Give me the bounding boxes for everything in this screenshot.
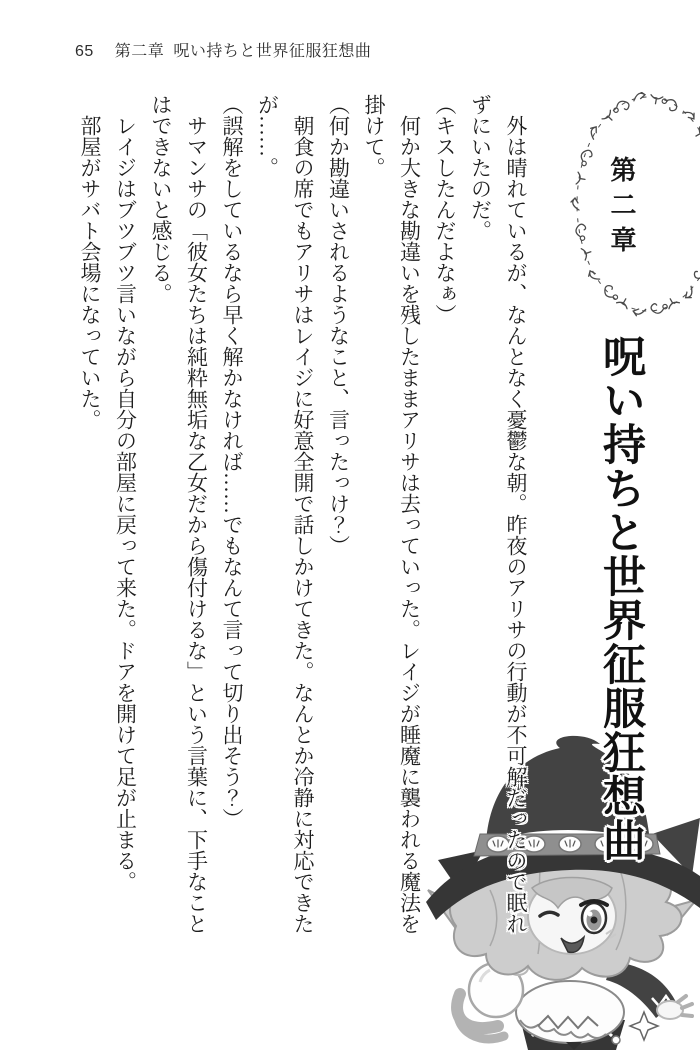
paragraph-7: サマンサの「彼女たちは純粋無垢な乙女だから傷付けるな」という言葉に、下手なことはできないと感じる。: [149, 94, 209, 934]
chapter-badge-label: 第二章: [607, 156, 636, 261]
paragraph-2: （キスしたんだよなぁ）: [433, 94, 457, 325]
paragraph-9: 部屋がサバト会場になっていた。: [78, 115, 102, 430]
hand-shape: [657, 1001, 683, 1019]
apron-shape: [516, 981, 624, 1043]
paragraph-6: （誤解をしているなら早く解かなければ……でもなんて言って切り出そう？）: [220, 94, 244, 829]
running-head-chapter-label: 第二章: [114, 43, 165, 60]
paragraph-8: レイジはブツブツ言いながら自分の部屋に戻って来た。ドアを開けて足が止まる。: [113, 115, 138, 892]
paragraph-4: （何か勘違いされるようなこと、言ったっけ？）: [326, 94, 351, 556]
running-head-chapter-title: 呪い持ちと世界征服狂想曲: [173, 43, 372, 60]
running-head: [75, 38, 371, 61]
chapter-title-vertical: 呪い持ちと世界征服狂想曲: [597, 334, 644, 862]
body-text: [72, 94, 534, 942]
page-number: 65: [75, 43, 94, 60]
face-shape: [528, 878, 616, 955]
paragraph-3: 何か大きな勘違いを残したままアリサは去っていった。レイジが睡魔に襲われる魔法を掛けて。: [362, 94, 422, 934]
paragraph-5: 朝食の席でもアリサはレイジに好意全開で話しかけてきた。なんとか冷静に対応できたが……。: [255, 94, 315, 934]
paragraph-1: 外は晴れているが、なんとなく憂鬱な朝。昨夜のアリサの行動が不可解だったので眠れずにいたのだ。: [468, 94, 528, 934]
